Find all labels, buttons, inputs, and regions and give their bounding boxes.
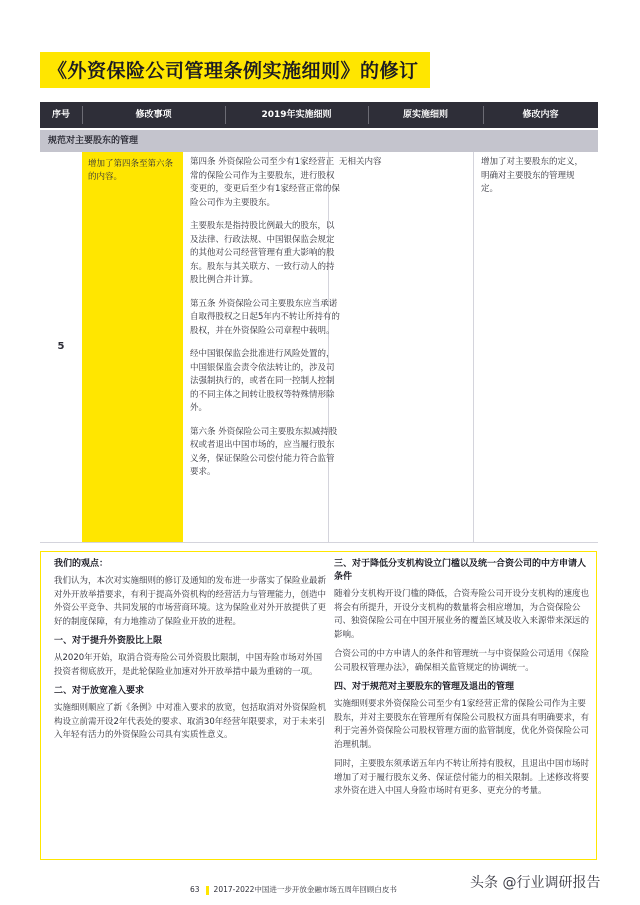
new-rules-cell bbox=[190, 156, 340, 490]
table-section-row bbox=[40, 130, 598, 152]
header-old-rules: 原实施细则 bbox=[402, 110, 448, 120]
section3-text-2: 合资公司的中方申请人的条件和管理统一与中资保险公司适用《保险公司股权管理办法》，确保相关监管规定的协调统一。 bbox=[334, 649, 590, 673]
new-rule-para: 第四条 外资保险公司至少有1家经营正常的保险公司作为主要股东，进行股权变更的，变更后至少有1家经营正常的保险公司作为主要股东。 bbox=[190, 157, 340, 208]
footer-text: 2017-2022中国进一步开放金融市场五周年回顾白皮书 bbox=[213, 885, 397, 894]
section4-text-1: 实施细则要求外资保险公司至少有1家经营正常的保险公司作为主要股东，并对主要股东在管理所有保险公司股权方面具有明确要求，有利于完善外资保险公司股权管理方面的监管制度，优化外资保险公司治理机制。 bbox=[334, 699, 590, 750]
new-rule-para: 经中国银保监会批准进行风险处置的，中国银保监会责令依法转让的，涉及司法强制执行的，或者在同一控制人控制的不同主体之间转让股权等特殊情形除外。 bbox=[190, 349, 335, 413]
section1-heading: 一、对于提升外资股比上限 bbox=[54, 636, 163, 646]
viewpoint-intro: 我们认为，本次对实施细则的修订及通知的发布进一步落实了保险业最新对外开放举措要求，有利于提高外资机构的经营活力与管理能力，创造中外资公平竞争、共同发展的市场营商环境。这为保险业对外开放提供了更好的制度保障，有力地推动了保险业开放的进程。 bbox=[54, 576, 327, 627]
section4-text-2: 同时，主要股东须承诺五年内不转让所持有股权，且退出中国市场时增加了对于履行股东义务、保证偿付能力的相关限制。上述修改将要求外资在进入中国人身险市场时有更多、更充分的考量。 bbox=[334, 759, 590, 796]
old-rules-cell: 无相关内容 bbox=[339, 157, 382, 167]
section3-text-1: 随着分支机构开设门槛的降低，合资寿险公司开设分支机构的速度也将会有所提升，开设分支机构的数量将会相应增加，为合资保险公司、独资保险公司在中国开展业务的覆盖区域及收入来源带来深远的影响。 bbox=[334, 589, 590, 640]
header-seq: 序号 bbox=[51, 110, 70, 120]
new-rule-para: 第五条 外资保险公司主要股东应当承诺自取得股权之日起5年内不转让所持有的股权，并在外资保险公司章程中载明。 bbox=[190, 298, 340, 336]
modification-cell: 增加了对主要股东的定义，明确对主要股东的管理规定。 bbox=[481, 157, 584, 194]
page-title: 《外资保险公司管理条例实施细则》的修订 bbox=[48, 60, 419, 82]
row-number: 5 bbox=[57, 341, 65, 352]
table-header bbox=[40, 102, 598, 128]
viewpoint-heading: 我们的观点： bbox=[54, 559, 109, 569]
header-modification: 修改内容 bbox=[522, 110, 559, 120]
section-label: 规范对主要股东的管理 bbox=[48, 136, 139, 146]
section2-text: 实施细则顺应了新《条例》中对准入要求的放宽，包括取消对外资保险机构设立前需开设2年代表处的要求、取消30年经营年限要求，对于未来引入年轻有活力的外资保险公司具有实质性意义。 bbox=[54, 703, 327, 740]
header-new-rules: 2019年实施细则 bbox=[261, 110, 332, 120]
viewpoint-right-column bbox=[334, 558, 589, 805]
section1-text: 从2020年开始，取消合资寿险公司外资股比限制，中国寿险市场对外国投资者彻底放开，是此轮保险业加速对外开放举措中最为重磅的一项。 bbox=[54, 653, 323, 677]
page-footer bbox=[190, 884, 397, 895]
watermark: 头条 @行业调研报告 bbox=[470, 875, 601, 891]
header-change-item: 修改事项 bbox=[135, 110, 172, 120]
table-bottom-border bbox=[40, 542, 598, 543]
section4-heading: 四、对于规范对主要股东的管理及退出的管理 bbox=[334, 682, 515, 692]
new-rule-para: 第六条 外资保险公司主要股东拟减持股权或者退出中国市场的，应当履行股东义务，保证保险公司偿付能力符合监管要求。 bbox=[190, 426, 338, 477]
footer-accent-bar bbox=[206, 886, 209, 895]
page-number: 63 bbox=[190, 885, 200, 894]
section3-heading: 三、对于降低分支机构设立门槛以及统一合资公司的中方申请人条件 bbox=[334, 559, 587, 582]
change-item-text: 增加了第四条至第六条的内容。 bbox=[88, 159, 174, 182]
viewpoint-left-column bbox=[54, 558, 330, 749]
change-item-cell bbox=[82, 152, 183, 542]
new-rule-para: 主要股东是指持股比例最大的股东，以及法律、行政法规、中国银保监会规定的其他对公司经营管理有重大影响的股东。股东与其关联方、一致行动人的持股比例合并计算。 bbox=[190, 221, 335, 285]
section2-heading: 二、对于放宽准入要求 bbox=[54, 686, 145, 696]
